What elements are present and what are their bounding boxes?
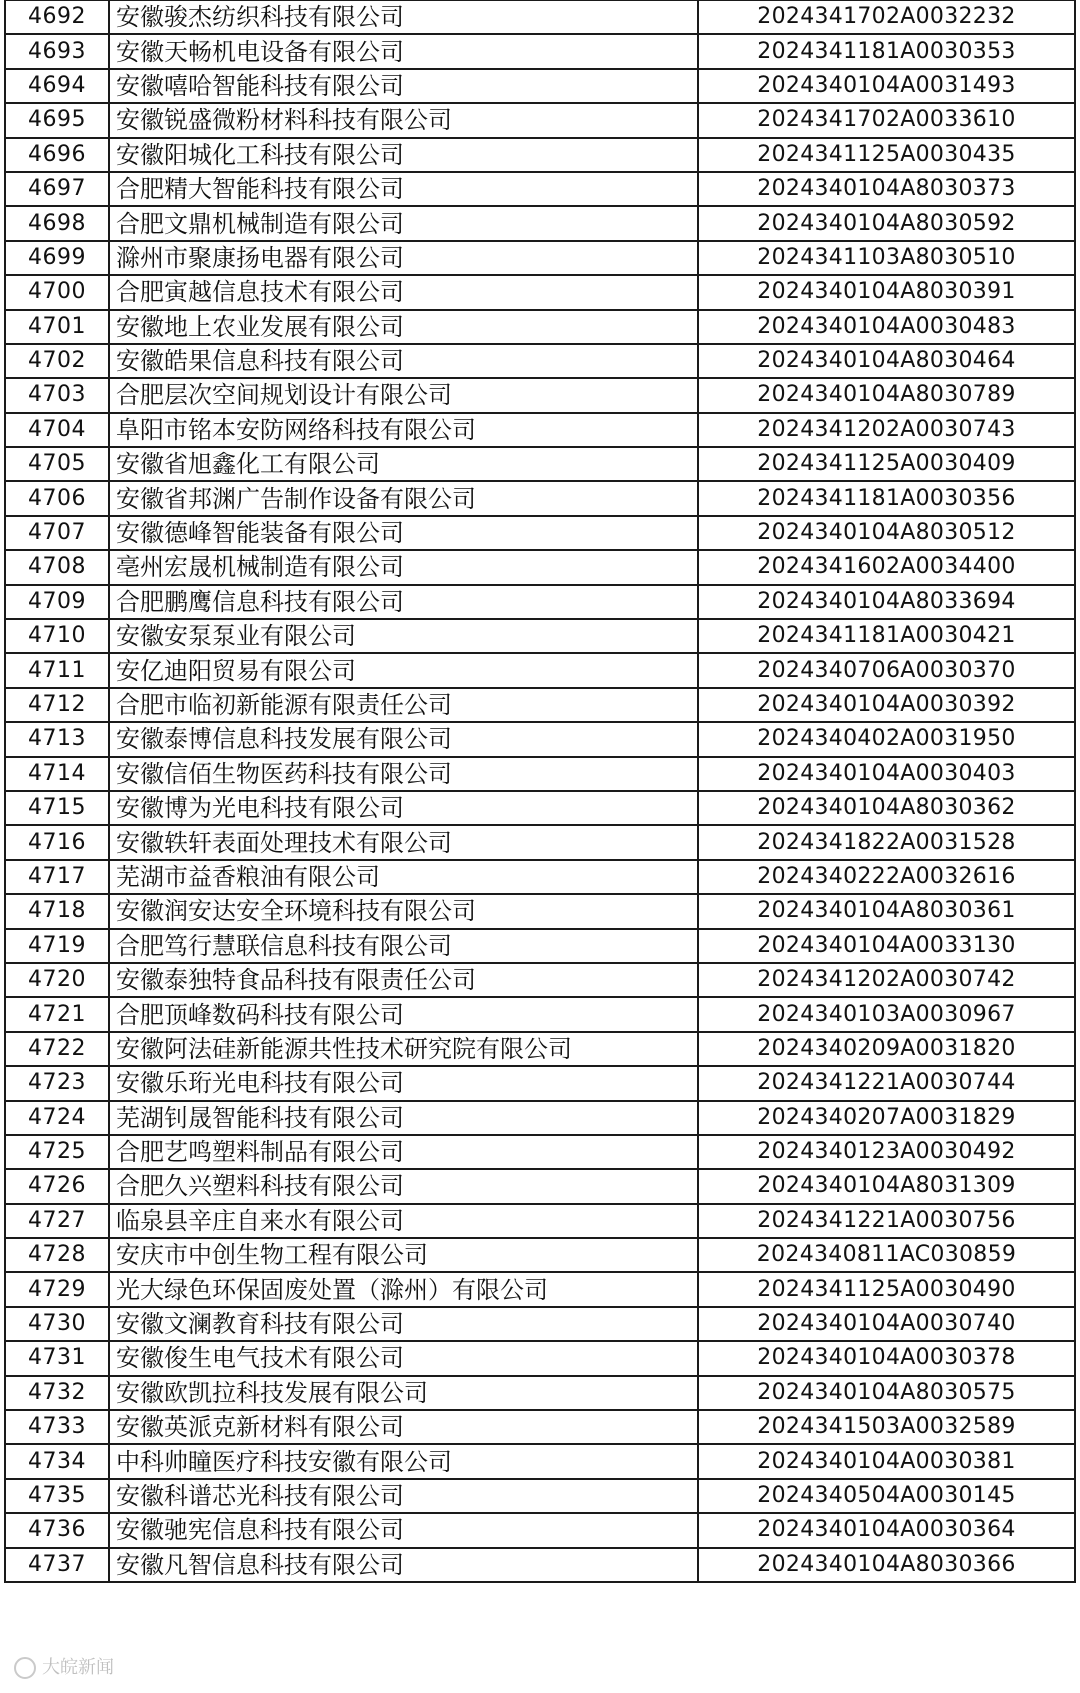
table-row bbox=[5, 929, 1075, 963]
table-row bbox=[5, 722, 1075, 756]
row-number: 4733 bbox=[5, 1410, 109, 1444]
row-number: 4732 bbox=[5, 1376, 109, 1410]
table-row bbox=[5, 1272, 1075, 1306]
company-name: 安徽泰博信息科技发展有限公司 bbox=[109, 722, 698, 756]
registration-code: 2024340104A0030392 bbox=[698, 688, 1075, 722]
table-row bbox=[5, 1238, 1075, 1272]
row-number: 4714 bbox=[5, 757, 109, 791]
table-row bbox=[5, 275, 1075, 309]
registration-code: 2024340103A0030967 bbox=[698, 997, 1075, 1031]
table-row bbox=[5, 1444, 1075, 1478]
registration-code: 2024341181A0030356 bbox=[698, 481, 1075, 515]
registration-code: 2024340104A8030373 bbox=[698, 172, 1075, 206]
row-number: 4720 bbox=[5, 963, 109, 997]
company-list-table bbox=[4, 0, 1076, 1583]
company-name: 中科帅瞳医疗科技安徽有限公司 bbox=[109, 1444, 698, 1478]
row-number: 4708 bbox=[5, 550, 109, 584]
row-number: 4716 bbox=[5, 825, 109, 859]
company-name: 安徽骏杰纺织科技有限公司 bbox=[109, 0, 698, 34]
company-name: 安徽德峰智能装备有限公司 bbox=[109, 516, 698, 550]
registration-code: 2024340104A8030361 bbox=[698, 894, 1075, 928]
table-row bbox=[5, 585, 1075, 619]
table-row bbox=[5, 1376, 1075, 1410]
company-name: 安徽皓果信息科技有限公司 bbox=[109, 344, 698, 378]
company-name: 安庆市中创生物工程有限公司 bbox=[109, 1238, 698, 1272]
registration-code: 2024340209A0031820 bbox=[698, 1032, 1075, 1066]
row-number: 4718 bbox=[5, 894, 109, 928]
row-number: 4729 bbox=[5, 1272, 109, 1306]
row-number: 4705 bbox=[5, 447, 109, 481]
company-name: 合肥精大智能科技有限公司 bbox=[109, 172, 698, 206]
row-number: 4699 bbox=[5, 241, 109, 275]
registration-code: 2024341181A0030353 bbox=[698, 34, 1075, 68]
row-number: 4727 bbox=[5, 1204, 109, 1238]
company-name: 安徽科谱芯光科技有限公司 bbox=[109, 1479, 698, 1513]
row-number: 4722 bbox=[5, 1032, 109, 1066]
row-number: 4703 bbox=[5, 378, 109, 412]
brand-logo-icon bbox=[14, 1657, 36, 1679]
company-name: 安徽润安达安全环境科技有限公司 bbox=[109, 894, 698, 928]
registration-code: 2024341125A0030490 bbox=[698, 1272, 1075, 1306]
company-name: 合肥鹏鹰信息科技有限公司 bbox=[109, 585, 698, 619]
row-number: 4725 bbox=[5, 1135, 109, 1169]
registration-code: 2024340104A8030362 bbox=[698, 791, 1075, 825]
row-number: 4724 bbox=[5, 1101, 109, 1135]
registration-code: 2024340104A8030789 bbox=[698, 378, 1075, 412]
company-name: 合肥顶峰数码科技有限公司 bbox=[109, 997, 698, 1031]
company-name: 安徽乐珩光电科技有限公司 bbox=[109, 1066, 698, 1100]
row-number: 4707 bbox=[5, 516, 109, 550]
row-number: 4717 bbox=[5, 860, 109, 894]
registration-code: 2024341702A0033610 bbox=[698, 103, 1075, 137]
table-row bbox=[5, 653, 1075, 687]
registration-code: 2024341702A0032232 bbox=[698, 0, 1075, 34]
row-number: 4692 bbox=[5, 0, 109, 34]
registration-code: 2024340104A8030464 bbox=[698, 344, 1075, 378]
registration-code: 2024340104A0030364 bbox=[698, 1513, 1075, 1547]
company-name: 安徽安泵泵业有限公司 bbox=[109, 619, 698, 653]
company-name: 合肥文鼎机械制造有限公司 bbox=[109, 206, 698, 240]
registration-code: 2024340706A0030370 bbox=[698, 653, 1075, 687]
registration-code: 2024341125A0030409 bbox=[698, 447, 1075, 481]
company-name: 安徽泰独特食品科技有限责任公司 bbox=[109, 963, 698, 997]
row-number: 4712 bbox=[5, 688, 109, 722]
table-row bbox=[5, 550, 1075, 584]
company-name: 阜阳市铭本安防网络科技有限公司 bbox=[109, 413, 698, 447]
watermark bbox=[14, 1653, 114, 1679]
company-name: 安徽嘻哈智能科技有限公司 bbox=[109, 69, 698, 103]
row-number: 4715 bbox=[5, 791, 109, 825]
table-row bbox=[5, 103, 1075, 137]
table-row bbox=[5, 997, 1075, 1031]
table-row bbox=[5, 0, 1075, 34]
table-row bbox=[5, 1169, 1075, 1203]
row-number: 4735 bbox=[5, 1479, 109, 1513]
table-row bbox=[5, 1307, 1075, 1341]
registration-code: 2024341202A0030742 bbox=[698, 963, 1075, 997]
registration-code: 2024340104A0031493 bbox=[698, 69, 1075, 103]
company-name: 合肥笃行慧联信息科技有限公司 bbox=[109, 929, 698, 963]
table-row bbox=[5, 413, 1075, 447]
company-name: 临泉县辛庄自来水有限公司 bbox=[109, 1204, 698, 1238]
company-name: 安徽英派克新材料有限公司 bbox=[109, 1410, 698, 1444]
company-name: 合肥市临初新能源有限责任公司 bbox=[109, 688, 698, 722]
registration-code: 2024340104A8030512 bbox=[698, 516, 1075, 550]
registration-code: 2024340104A0030378 bbox=[698, 1341, 1075, 1375]
registration-code: 2024340104A8031309 bbox=[698, 1169, 1075, 1203]
row-number: 4736 bbox=[5, 1513, 109, 1547]
table-row bbox=[5, 894, 1075, 928]
registration-code: 2024340104A8030592 bbox=[698, 206, 1075, 240]
table-row bbox=[5, 378, 1075, 412]
table-row bbox=[5, 481, 1075, 515]
table-row bbox=[5, 1101, 1075, 1135]
table-row bbox=[5, 516, 1075, 550]
table-row bbox=[5, 310, 1075, 344]
row-number: 4709 bbox=[5, 585, 109, 619]
row-number: 4710 bbox=[5, 619, 109, 653]
row-number: 4721 bbox=[5, 997, 109, 1031]
company-name: 安徽省邦渊广告制作设备有限公司 bbox=[109, 481, 698, 515]
company-name: 安徽轶轩表面处理技术有限公司 bbox=[109, 825, 698, 859]
company-name: 合肥艺鸣塑料制品有限公司 bbox=[109, 1135, 698, 1169]
company-name: 安徽天畅机电设备有限公司 bbox=[109, 34, 698, 68]
table-row bbox=[5, 791, 1075, 825]
row-number: 4695 bbox=[5, 103, 109, 137]
registration-code: 2024341221A0030756 bbox=[698, 1204, 1075, 1238]
table-row bbox=[5, 963, 1075, 997]
company-name: 安徽驰宪信息科技有限公司 bbox=[109, 1513, 698, 1547]
registration-code: 2024340123A0030492 bbox=[698, 1135, 1075, 1169]
registration-code: 2024340811AC030859 bbox=[698, 1238, 1075, 1272]
table-row bbox=[5, 825, 1075, 859]
row-number: 4734 bbox=[5, 1444, 109, 1478]
table-row bbox=[5, 1548, 1075, 1582]
registration-code: 2024341181A0030421 bbox=[698, 619, 1075, 653]
table-row bbox=[5, 69, 1075, 103]
company-name: 安亿迪阳贸易有限公司 bbox=[109, 653, 698, 687]
company-name: 安徽博为光电科技有限公司 bbox=[109, 791, 698, 825]
row-number: 4731 bbox=[5, 1341, 109, 1375]
row-number: 4694 bbox=[5, 69, 109, 103]
registration-code: 2024340104A8030575 bbox=[698, 1376, 1075, 1410]
table-row bbox=[5, 1410, 1075, 1444]
registration-code: 2024341822A0031528 bbox=[698, 825, 1075, 859]
row-number: 4737 bbox=[5, 1548, 109, 1582]
company-name: 滁州市聚康扬电器有限公司 bbox=[109, 241, 698, 275]
company-name: 安徽阿法硅新能源共性技术研究院有限公司 bbox=[109, 1032, 698, 1066]
row-number: 4719 bbox=[5, 929, 109, 963]
row-number: 4701 bbox=[5, 310, 109, 344]
company-name: 芜湖市益香粮油有限公司 bbox=[109, 860, 698, 894]
company-name: 安徽锐盛微粉材料科技有限公司 bbox=[109, 103, 698, 137]
company-name: 安徽欧凯拉科技发展有限公司 bbox=[109, 1376, 698, 1410]
registration-code: 2024341125A0030435 bbox=[698, 138, 1075, 172]
registration-code: 2024341503A0032589 bbox=[698, 1410, 1075, 1444]
company-name: 安徽凡智信息科技有限公司 bbox=[109, 1548, 698, 1582]
table-row bbox=[5, 860, 1075, 894]
table-body bbox=[5, 0, 1075, 1582]
registration-code: 2024340104A8030366 bbox=[698, 1548, 1075, 1582]
row-number: 4697 bbox=[5, 172, 109, 206]
row-number: 4700 bbox=[5, 275, 109, 309]
table-row bbox=[5, 1341, 1075, 1375]
table-row bbox=[5, 34, 1075, 68]
table-row bbox=[5, 757, 1075, 791]
registration-code: 2024340104A0030483 bbox=[698, 310, 1075, 344]
registration-code: 2024341103A8030510 bbox=[698, 241, 1075, 275]
registration-code: 2024340104A0033130 bbox=[698, 929, 1075, 963]
registration-code: 2024340207A0031829 bbox=[698, 1101, 1075, 1135]
table-row bbox=[5, 1479, 1075, 1513]
company-name: 安徽俊生电气技术有限公司 bbox=[109, 1341, 698, 1375]
company-name: 亳州宏晟机械制造有限公司 bbox=[109, 550, 698, 584]
registration-code: 2024341202A0030743 bbox=[698, 413, 1075, 447]
company-name: 合肥寅越信息技术有限公司 bbox=[109, 275, 698, 309]
registration-code: 2024340504A0030145 bbox=[698, 1479, 1075, 1513]
row-number: 4702 bbox=[5, 344, 109, 378]
row-number: 4706 bbox=[5, 481, 109, 515]
row-number: 4693 bbox=[5, 34, 109, 68]
registration-code: 2024341221A0030744 bbox=[698, 1066, 1075, 1100]
registration-code: 2024340104A8030391 bbox=[698, 275, 1075, 309]
row-number: 4728 bbox=[5, 1238, 109, 1272]
row-number: 4711 bbox=[5, 653, 109, 687]
table-row bbox=[5, 1032, 1075, 1066]
table-row bbox=[5, 138, 1075, 172]
table-row bbox=[5, 447, 1075, 481]
registration-code: 2024340104A0030740 bbox=[698, 1307, 1075, 1341]
table-row bbox=[5, 1513, 1075, 1547]
row-number: 4723 bbox=[5, 1066, 109, 1100]
company-name: 安徽文澜教育科技有限公司 bbox=[109, 1307, 698, 1341]
row-number: 4726 bbox=[5, 1169, 109, 1203]
row-number: 4696 bbox=[5, 138, 109, 172]
registration-code: 2024340222A0032616 bbox=[698, 860, 1075, 894]
company-name: 安徽地上农业发展有限公司 bbox=[109, 310, 698, 344]
company-name: 光大绿色环保固废处置（滁州）有限公司 bbox=[109, 1272, 698, 1306]
table-row bbox=[5, 344, 1075, 378]
table-row bbox=[5, 1135, 1075, 1169]
row-number: 4730 bbox=[5, 1307, 109, 1341]
registration-code: 2024341602A0034400 bbox=[698, 550, 1075, 584]
registration-code: 2024340104A0030381 bbox=[698, 1444, 1075, 1478]
table-row bbox=[5, 241, 1075, 275]
row-number: 4698 bbox=[5, 206, 109, 240]
company-name: 芜湖钊晟智能科技有限公司 bbox=[109, 1101, 698, 1135]
company-name: 安徽信佰生物医药科技有限公司 bbox=[109, 757, 698, 791]
row-number: 4713 bbox=[5, 722, 109, 756]
table-row bbox=[5, 1204, 1075, 1238]
registration-code: 2024340402A0031950 bbox=[698, 722, 1075, 756]
company-name: 安徽省旭鑫化工有限公司 bbox=[109, 447, 698, 481]
watermark-text: 大皖新闻 bbox=[42, 1657, 114, 1678]
company-name: 合肥层次空间规划设计有限公司 bbox=[109, 378, 698, 412]
table-row bbox=[5, 172, 1075, 206]
company-name: 合肥久兴塑料科技有限公司 bbox=[109, 1169, 698, 1203]
row-number: 4704 bbox=[5, 413, 109, 447]
registration-code: 2024340104A8033694 bbox=[698, 585, 1075, 619]
registration-code: 2024340104A0030403 bbox=[698, 757, 1075, 791]
table-row bbox=[5, 206, 1075, 240]
table-row bbox=[5, 619, 1075, 653]
table-row bbox=[5, 688, 1075, 722]
company-name: 安徽阳城化工科技有限公司 bbox=[109, 138, 698, 172]
table-row bbox=[5, 1066, 1075, 1100]
